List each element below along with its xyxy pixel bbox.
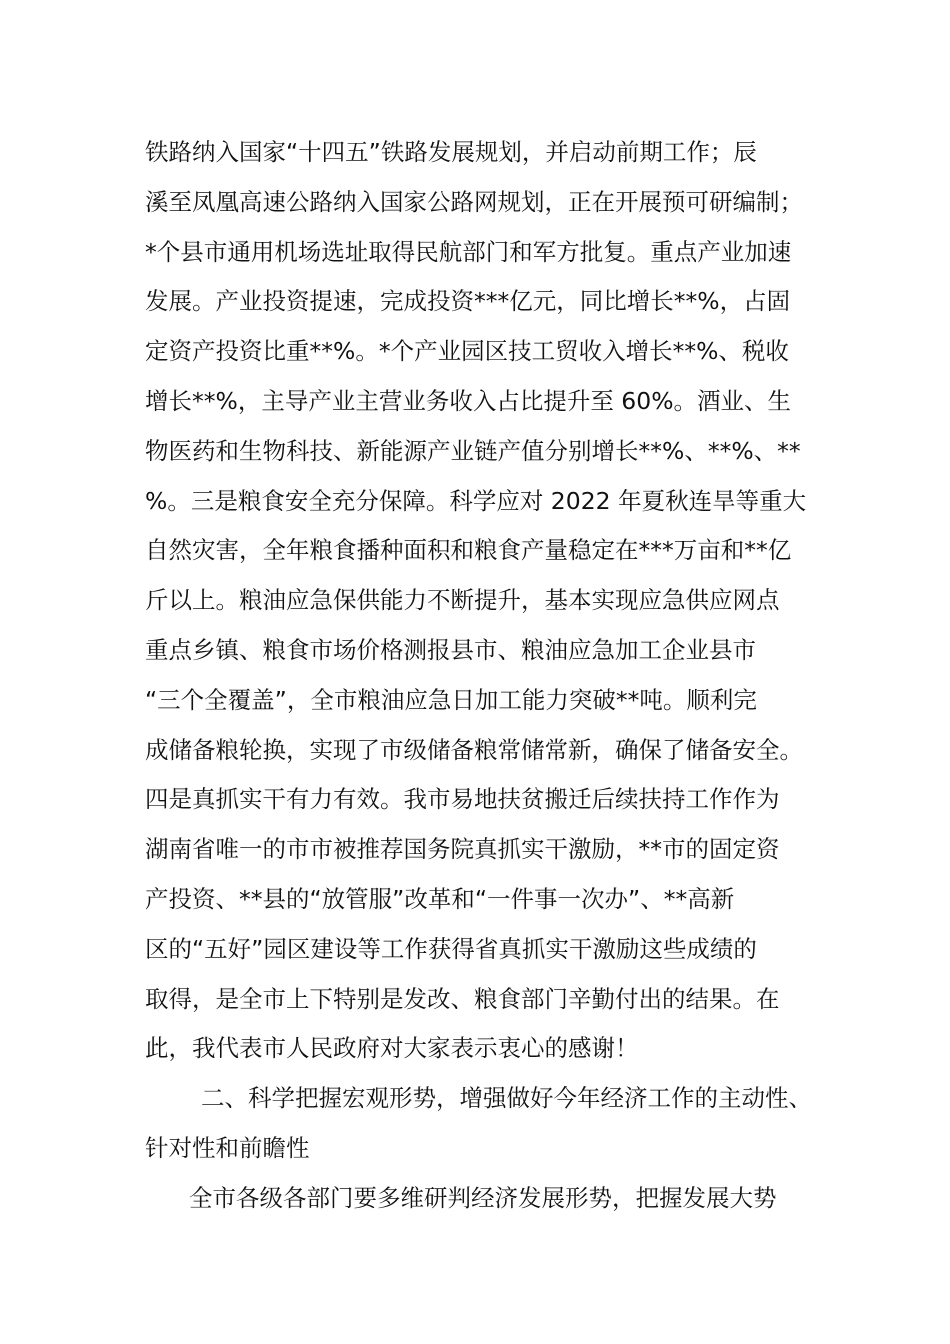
text-line: 增长**%，主导产业主营业务收入占比提升至 60%。酒业、生 [145, 386, 792, 415]
text-line: 产投资、**县的“放管服”改革和“一件事一次办”、**高新 [145, 884, 735, 913]
text-line: 重点乡镇、粮食市场价格测报县市、粮油应急加工企业县市 [145, 635, 756, 664]
body-text [145, 128, 835, 1224]
text-line: 四是真抓实干有力有效。我市易地扶贫搬迁后续扶持工作作为 [145, 785, 780, 814]
paragraph-first-line: 全市各级各部门要多维研判经济发展形势，把握发展大势 [189, 1183, 777, 1212]
text-line: 发展。产业投资提速，完成投资***亿元，同比增长**%，占固 [145, 287, 791, 316]
text-line: *个县市通用机场选址取得民航部门和军方批复。重点产业加速 [145, 237, 792, 266]
text-line: 此，我代表市人民政府对大家表示衷心的感谢！ [145, 1034, 639, 1063]
text-line: 成储备粮轮换，实现了市级储备粮常储常新，确保了储备安全。 [145, 735, 803, 764]
text-line: 斤以上。粮油应急保供能力不断提升，基本实现应急供应网点 [145, 586, 780, 615]
text-line: 自然灾害，全年粮食播种面积和粮食产量稳定在***万亩和**亿 [145, 536, 792, 565]
text-line: 湖南省唯一的市市被推荐国务院真抓实干激励，**市的固定资 [145, 835, 780, 864]
text-line: 铁路纳入国家“十四五”铁路发展规划，并启动前期工作；辰 [145, 138, 757, 166]
text-line: 区的“五好”园区建设等工作获得省真抓实干激励这些成绩的 [145, 934, 757, 963]
section-heading-line: 二、科学把握宏观形势，增强做好今年经济工作的主动性、 [201, 1084, 812, 1113]
text-line: 取得，是全市上下特别是发改、粮食部门辛勤付出的结果。在 [145, 984, 780, 1013]
section-heading-line: 针对性和前瞻性 [145, 1133, 310, 1162]
text-line: %。三是粮食安全充分保障。科学应对 2022 年夏秋连旱等重大 [145, 486, 807, 515]
text-line: “三个全覆盖”，全市粮油应急日加工能力突破**吨。顺利完 [145, 685, 757, 714]
text-line: 定资产投资比重**%。*个产业园区技工贸收入增长**%、税收 [145, 337, 789, 366]
text-line: 溪至凤凰高速公路纳入国家公路网规划，正在开展预可研编制； [145, 187, 803, 216]
text-line: 物医药和生物科技、新能源产业链产值分别增长**%、**%、** [145, 436, 801, 465]
